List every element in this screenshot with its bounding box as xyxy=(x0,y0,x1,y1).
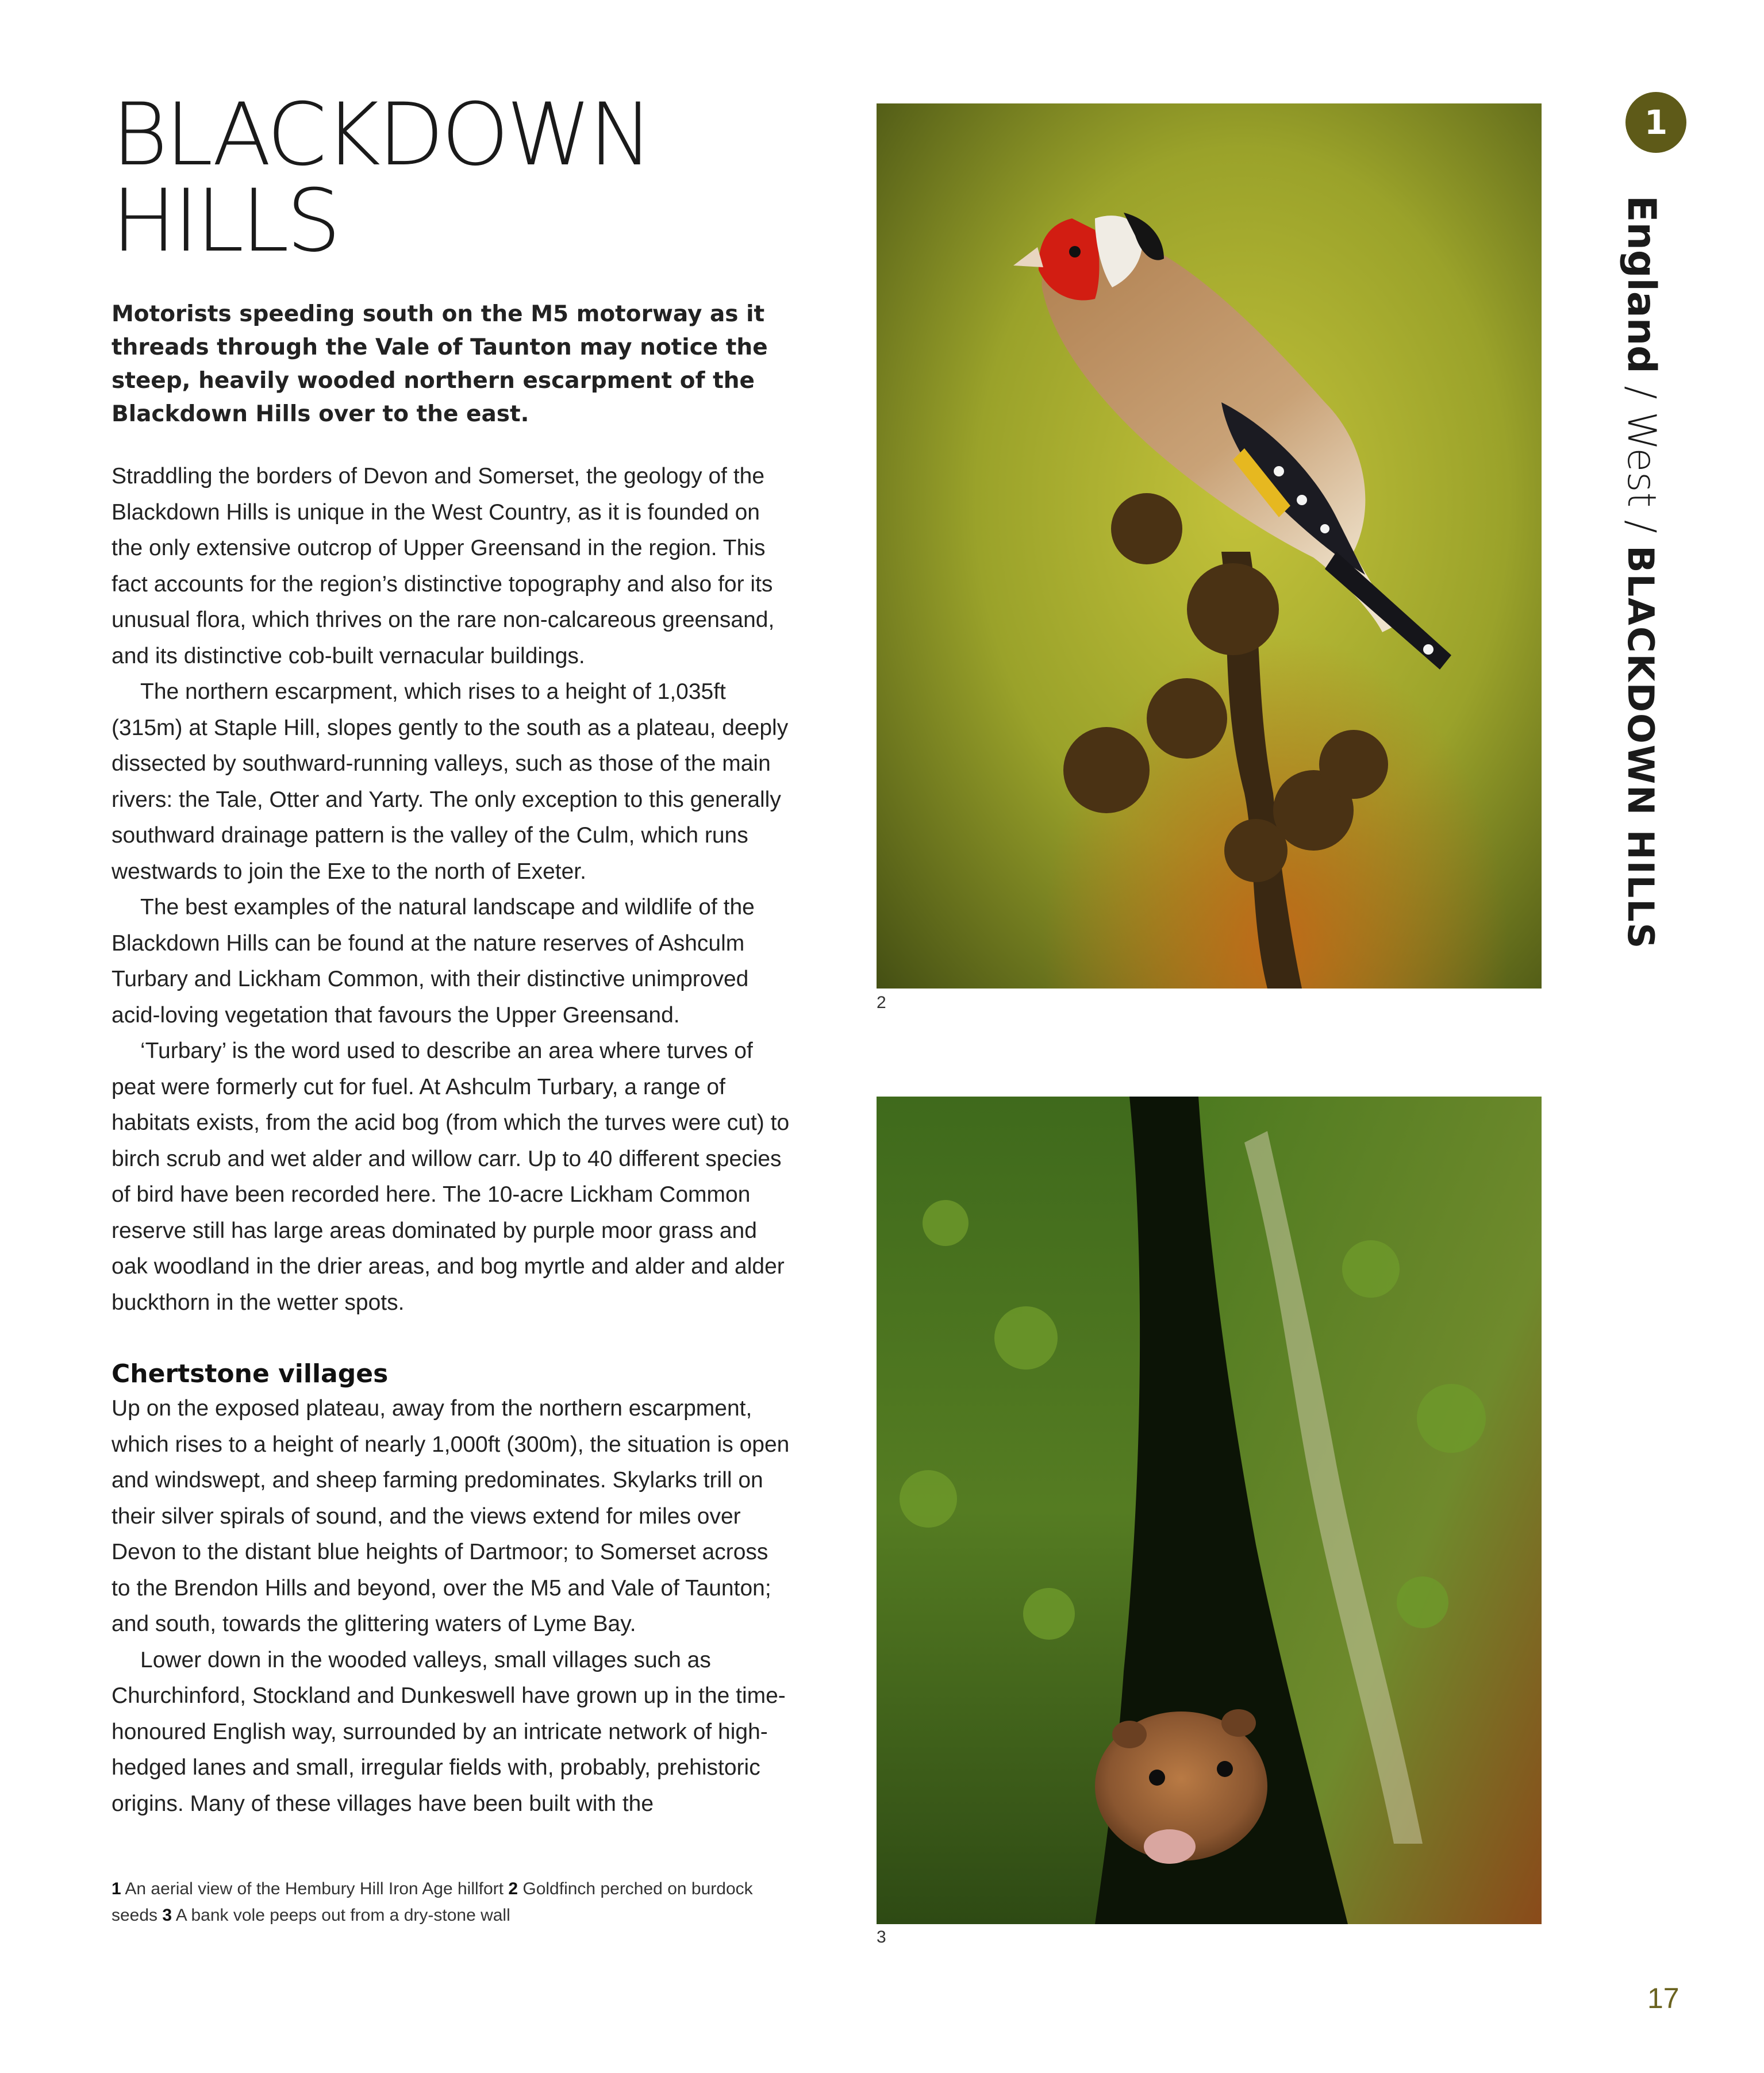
article-body xyxy=(112,459,790,1822)
title-line-1: BLACKDOWN xyxy=(112,85,651,185)
body-paragraph-2: The northern escarpment, which rises to a height of 1,035ft (315m) at Staple Hill, slopes gently to the south as a plateau, deeply dissected by southward-running valleys, such as those of the main rivers: the Tale, Otter and Yarty. The only exception to this generally southward drainage pattern is the valley of the Culm, which runs westwards to join the Exe to the north of Exeter. xyxy=(112,679,789,884)
page-title xyxy=(112,85,744,271)
caption-3-number: 3 xyxy=(162,1906,172,1925)
breadcrumb-region: England xyxy=(1619,195,1664,374)
body-paragraph-6: Lower down in the wooded valleys, small villages such as Churchinford, Stockland and Dunkeswell have grown up in the time-honoured English way, surrounded by an intricate network of high-hedged lanes and small, irregular fields with, probably, prehistoric origins. Many of these villages have been built with the xyxy=(112,1647,786,1816)
body-paragraph-5: Up on the exposed plateau, away from the northern escarpment, which rises to a height of nearly 1,000ft (300m), the situation is open and windswept, and sheep farming predominates. Skylarks trill on their silver spirals of sound, and the views extend for miles over Devon to the distant blue heights of Dartmoor; to Somerset across to the Brendon Hills and beyond, over the M5 and Vale of Taunton; and south, towards the glittering waters of Lyme Bay. xyxy=(112,1396,790,1636)
breadcrumb-separator: / xyxy=(1619,373,1664,411)
caption-1-text: An aerial view of the Hembury Hill Iron Age hillfort xyxy=(125,1879,504,1898)
body-paragraph-1: Straddling the borders of Devon and Somerset, the geology of the Blackdown Hills is unique in the West Country, as it is founded on the only extensive outcrop of Upper Greensand in the region. This fact accounts for the region’s distinctive topography and also for its unusual flora, which thrives on the rare non-calcareous greensand, and its distinctive cob-built vernacular buildings. xyxy=(112,464,775,668)
goldfinch-photo xyxy=(877,103,1542,989)
breadcrumb-separator-2: / xyxy=(1619,507,1664,546)
body-paragraph-4: ‘Turbary’ is the word used to describe an area where turves of peat were formerly cut for fuel. At Ashculm Turbary, a range of habitats exists, from the acid bog (from which the turves were cut) to birch scrub and wet alder and willow carr. Up to 40 different species of bird have been recorded here. The 10-acre Lickham Common reserve still has large areas dominated by purple moor grass and oak woodland in the drier areas, and bog myrtle and alder and alder buckthorn in the wetter spots. xyxy=(112,1039,790,1315)
section-breadcrumb xyxy=(1617,195,1664,949)
photo-captions xyxy=(112,1876,801,1929)
photo-3-number: 3 xyxy=(877,1928,886,1947)
caption-2-number: 2 xyxy=(508,1879,518,1898)
caption-2-text: Goldfinch perched on burdock seeds xyxy=(112,1879,753,1925)
caption-3-text: A bank vole peeps out from a dry-stone wall xyxy=(175,1906,510,1925)
breadcrumb-subregion: West xyxy=(1619,411,1664,508)
section-subheading: Chertstone villages xyxy=(112,1359,389,1389)
intro-paragraph: Motorists speeding south on the M5 motorway as it threads through the Vale of Taunton may notice the steep, heavily wooded northern escarpment of the Blackdown Hills over to the east. xyxy=(112,301,768,427)
page-number: 17 xyxy=(1647,1982,1680,2014)
caption-1-number: 1 xyxy=(112,1879,121,1898)
photo-2-number: 2 xyxy=(877,993,886,1012)
chapter-number-badge: 1 xyxy=(1625,92,1686,153)
body-paragraph-3: The best examples of the natural landscape and wildlife of the Blackdown Hills can be found at the nature reserves of Ashculm Turbary and Lickham Common, with their distinctive unimproved acid-loving vegetation that favours the Upper Greensand. xyxy=(112,895,755,1028)
bank-vole-photo xyxy=(877,1097,1542,1924)
title-line-2: HILLS xyxy=(112,171,339,271)
breadcrumb-place: BLACKDOWN HILLS xyxy=(1620,545,1662,950)
